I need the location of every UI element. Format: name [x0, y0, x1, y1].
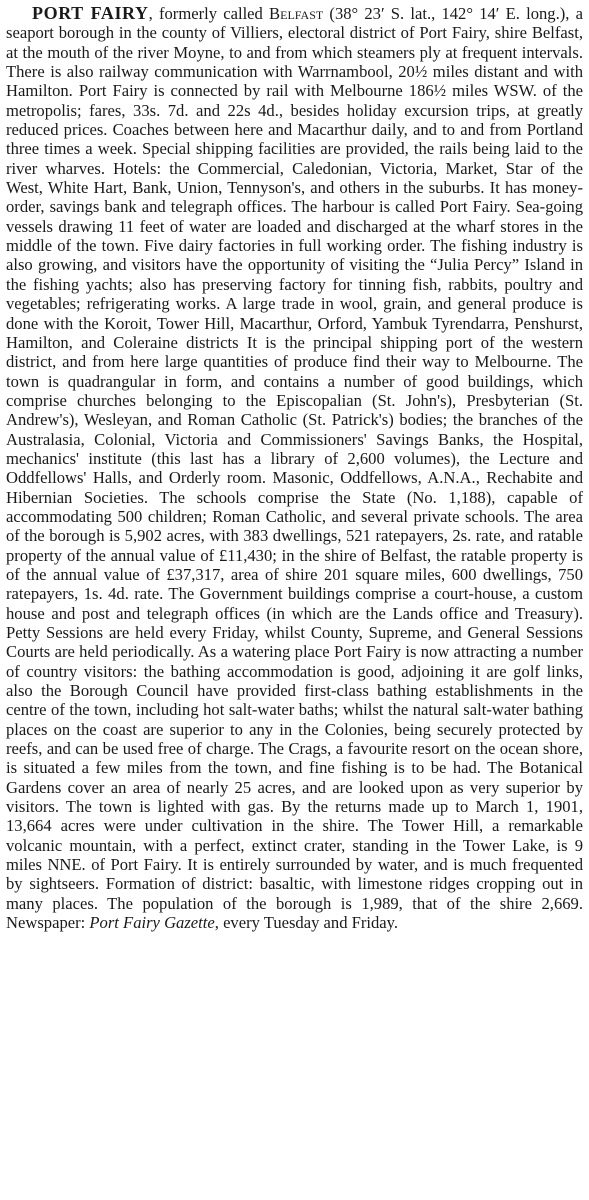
- entry-tail-text: , every Tuesday and Friday.: [214, 913, 399, 933]
- former-name: Belfast: [269, 4, 324, 23]
- entry-body-text: (38° 23′ S. lat., 142° 14′ E. long.), a seaport borough in the county of Villiers, electoral district of Port Fairy, shire Belfast, at the mouth of the river Moyne, to and from which steamers ply at frequent intervals. There is also railway communication with Warrnambool, 20½ miles distant and with Hamilton. Port Fairy is connected by rail with Melbourne 186½ miles WSW. of the metropolis; fares, 33s. 7d. and 22s 4d., besides holiday excursion trips, at greatly reduced prices. Coaches between here and Macarthur daily, and to and from Portland three times a week. Special shipping facilities are provided, the rails being laid to the river wharves. Hotels: the Commercial, Caledonian, Victoria, Market, Star of the West, White Hart, Bank, Union, Tennyson's, and others in the suburbs. It has money-order, savings bank and telegraph offices. The harbour is called Port Fairy. Sea-going vessels drawing 11 feet of water are loaded and discharged at the wharf stores in the middle of the town. Five dairy factories in full working order. The fishing industry is also growing, and visitors have the opportunity of visiting the “Julia Percy” Island in the fishing yachts; also has preserving factory for tinning fish, rabbits, poultry and vegetables; refrigerating works. A large trade in wool, grain, and general produce is done with the Koroit, Tower Hill, Macarthur, Orford, Yambuk Tyrendarra, Penshurst, Hamilton, and Coleraine districts It is the principal shipping port of the western district, and from here large quantities of produce find their way to Melbourne. The town is quadrangular in form, and contains a number of good buildings, which comprise churches belonging to the Episcopalian (St. John's), Presbyterian (St. Andrew's), Wesleyan, and Roman Catholic (St. Patrick's) bodies; the branches of the Australasia, Colonial, Victoria and Commissioners' Savings Banks, the Hospital, mechanics' institute (this last has a library of 2,600 volumes), the Lecture and Oddfellows' Halls, and Orderly room. Masonic, Oddfellows, A.N.A., Rechabite and Hibernian Societies. The schools comprise the State (No. 1,188), capable of accommodating 500 children; Roman Catholic, and several private schools. The area of the borough is 5,902 acres, with 383 dwellings, 521 ratepayers, 2s. rate, and ratable property of the annual value of £11,430; in the shire of Belfast, the ratable property is of the annual value of £37,317, area of shire 201 square miles, 600 dwellings, 750 ratepayers, 1s. 4d. rate. The Government buildings comprise a court-house, a custom house and post and telegraph offices (in which are the Lands office and Treasury). Petty Sessions are held every Friday, whilst County, Supreme, and General Sessions Courts are held periodically. As a watering place Port Fairy is now attracting a number of country visitors: the bathing accommodation is good, adjoining it are golf links, also the Borough Council have provided first-class bathing establishments in the centre of the town, including hot salt-water baths; whilst the natural salt-water bathing places on the coast are superior to any in the Colonies, being securely protected by reefs, and can be used free of charge. The Crags, a favourite resort on the ocean shore, is situated a few miles from the town, and fine fishing is to be had. The Botanical Gardens cover an area of nearly 25 acres, and are looked upon as very superior by visitors. The town is lighted with gas. By the returns made up to March 1, 1901, 13,664 acres were under cultivation in the shire. The Tower Hill, a remarkable volcanic mountain, with a perfect, extinct crater, standing in the Tower Lake, is 9 miles NNE. of Port Fairy. It is entirely surrounded by water, and is much frequented by sightseers. Formation of district: basaltic, with limestone ridges cropping out in many places. The population of the borough is 1,989, that of the shire 2,669. Newspaper:: [6, 4, 583, 933]
- entry-lead-text: , formerly called: [148, 4, 270, 23]
- entry-headword: PORT FAIRY: [32, 3, 149, 23]
- gazetteer-entry: [6, 4, 583, 933]
- newspaper-title: Port Fairy Gazette: [89, 913, 215, 933]
